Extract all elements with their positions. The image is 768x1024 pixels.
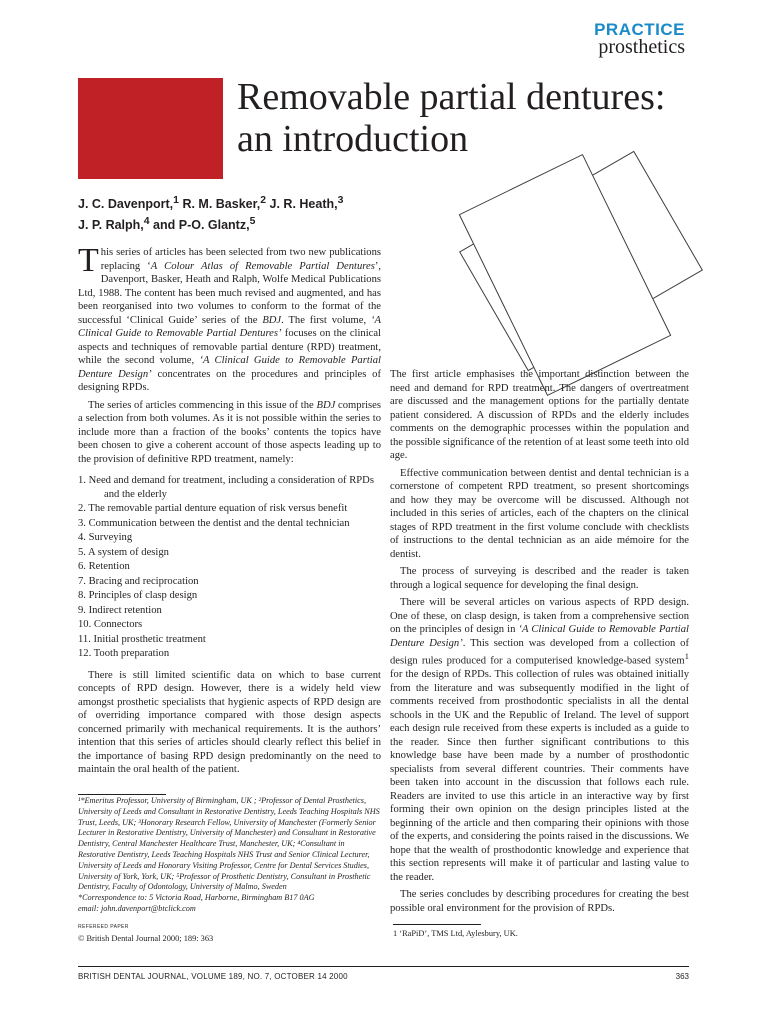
topic-list (78, 474, 381, 661)
list-item: 5. A system of design (78, 546, 169, 558)
author-affiliation-mark: 4 (143, 216, 150, 228)
text-run-italic: BDJ (316, 399, 336, 411)
body-paragraph: Effective communication between dentist and dental technician is a cornerstone of competent RPD treatment, so present shortcomings and how they may be overcome will be discussed. Although not included in this series of articles, each of the chapters on the clinical stages of RPD treatment in the first volume conclude with checklists of instructions to the dental technician as an aide mémoire for the dentist. (390, 467, 689, 560)
author-affiliation-mark: 1 (173, 195, 179, 206)
body-paragraph (390, 596, 689, 884)
list-item: 2. The removable partial denture equation of risk versus benefit (78, 503, 348, 514)
text-run: concentrates on the procedures and principles of designing RPDs. (78, 368, 381, 393)
list-item: 9. Indirect retention (78, 604, 162, 616)
affiliations-text: ¹*Emeritus Professor, University of Birmingham, UK ; ²Professor of Dental Prosthetics, University of Leeds and Consultant in Restorative Dentistry, Leeds Teaching Hospitals NHS Trust, Leeds, UK; ³Honorary Research Fellow, University of Manchester (Formerly Senior Lecturer in Restorative Dentistry, University of Manchester) and Consultant in Restorative Dentistry, Central Manchester Healthcare Trust, Manchester, UK; ⁴Consultant in Restorative Dentistry, Leeds Teaching Hospitals NHS Trust and Senior Clinical Lecturer, University of Leeds and Honorary Visiting Professor, Centre for Dental Services Studies, University of York, York, UK; ⁵Professor of Prosthetic Dentistry, Consultant in Prosthetic Dentistry, Faculty of Odontology, University of Malmo, Sweden (78, 796, 380, 892)
correspondence-email: email: john.davenport@btclick.com (78, 903, 196, 913)
red-decorative-block (78, 78, 223, 179)
author-name: and P-O. Glantz, (149, 218, 250, 233)
software-footnote: 1 ‘RaPiD’, TMS Ltd, Aylesbury, UK. (393, 929, 518, 938)
drop-cap: T (78, 242, 99, 279)
author-name: J. P. Ralph, (78, 218, 144, 233)
body-paragraph (78, 399, 381, 467)
list-item: 7. Bracing and reciprocation (78, 575, 199, 587)
text-run-italic: ‘A Clinical Guide to Removable Partial Dentures’ (78, 314, 382, 339)
author-affiliation-mark: 2 (260, 195, 267, 206)
text-run: . This section was developed from a collection of design rules produced for a computerised knowledge-based system (390, 637, 689, 667)
left-column (78, 242, 382, 781)
right-column (390, 368, 689, 919)
copyright-line: © British Dental Journal 2000; 189: 363 (78, 934, 214, 943)
footnote-mark: 1 (684, 651, 689, 661)
author-affiliation-mark: 5 (249, 216, 256, 228)
text-run-italic: ‘A Clinical Guide to Removable Partial Denture Design’ (78, 355, 381, 380)
page-number: 363 (675, 972, 689, 981)
body-paragraph: There is still limited scientific data on which to base current concepts of RPD design. However, there is a widely held view amongst prosthetic specialists that hygienic aspects of RPD design are of overriding importance compared with those design aspects concerned primarily with mechanical requirements. It is the authors’ intention that this series of articles should clearly reflect this belief in the importance of basing RPD design predominantly on the need to maintain the oral health of the patient. (78, 669, 381, 775)
list-item: 1. Need and demand for treatment, including a consideration of RPDs and the elderly (78, 475, 374, 500)
text-run: focuses on the clinical aspects and techniques of removable partial denture (RPD) treatment, while the second volume, (78, 328, 382, 366)
author-name: R. M. Basker, (178, 197, 261, 212)
body-paragraph: The first article emphasises the important distinction between the need and demand for RPD treatment. The dangers of overtreatment are discussed and the management options for the partially dentate patient considered. A discussion of RPDs and the elderly includes comments on the demographic processes within the population and the possible significance of the retention of at least some teeth into old age. (390, 369, 689, 461)
body-paragraph: The process of surveying is described and the reader is taken through a logical sequence for developing the final design. (390, 566, 689, 591)
text-run: There will be several articles on various aspects of RPD design. One of these, on clasp design, is taken from a comprehensive section on the principles of design in (390, 597, 689, 635)
list-item: 3. Communication between the dentist and the dental technician (78, 517, 350, 529)
footnote-rule (78, 794, 166, 795)
section-kicker: PRACTICE (594, 20, 685, 39)
refereed-label: REFEREED PAPER (78, 924, 129, 930)
list-item: 8. Principles of clasp design (78, 590, 198, 601)
body-paragraph: The series concludes by describing procedures for creating the best possible oral environment for the provision of RPDs. (390, 889, 689, 914)
affiliation-footnotes (78, 796, 381, 915)
text-run: The series of articles commencing in this issue of the (88, 399, 317, 411)
text-run: his series of articles has been selected from two new publications replacing ‘ (100, 247, 381, 272)
author-affiliation-mark: 3 (337, 195, 344, 206)
author-list (78, 192, 408, 234)
list-item: 10. Connectors (78, 619, 143, 630)
footnote-rule (393, 924, 481, 925)
text-run-italic: ‘A Clinical Guide to Removable Partial Denture Design’ (390, 624, 689, 649)
footer-journal-citation: BRITISH DENTAL JOURNAL, VOLUME 189, NO. 7, OCTOBER 14 2000 (78, 972, 348, 981)
list-item: 6. Retention (78, 561, 130, 572)
text-run: ’, Davenport, Basker, Heath and Ralph, Wolfe Medical Publications Ltd, 1988. The content has been much revised and augmented, and has been reorganised into two volumes to conform to the format of the successful ‘Clinical Guide’ series of the (78, 260, 382, 326)
list-item: 4. Surveying (78, 532, 133, 543)
text-run: comprises a selection from both volumes. As it is not possible within the series to include more than a fraction of the books’ contents the topics have been chosen to give a coherent account of those aspects leading up to the provision of definitive RPD treatment, namely: (78, 399, 381, 465)
text-run-italic: BDJ (262, 314, 282, 326)
author-name: J. C. Davenport, (78, 197, 174, 212)
correspondence-address: *Correspondence to: 5 Victoria Road, Harborne, Birmingham B17 0AG (78, 893, 315, 903)
text-run: . The first volume, (281, 314, 372, 326)
section-label: prosthetics (598, 36, 685, 58)
list-item: 11. Initial prosthetic treatment (78, 633, 206, 645)
footer-rule (78, 966, 689, 967)
intro-paragraph (78, 242, 382, 395)
text-run: for the design of RPDs. This collection of rules was obtained initially from the literature and was subsequently modified in the light of comments received from prosthodontic specialists in all the dental schools in the UK and the Republic of Ireland. The level of support each design rule received from these experts is included as a guide to the reader. Since then further significant contributions to this knowledge base have been made by a number of prosthodontic specialists from several different countries. Their comments have been taken into account in the discussion that follows each rule. Readers are invited to use this article in an interactive way by first forming their own opinion on the design principles listed at the beginning of the article and then comparing their opinions with those of the experts, and considering the points raised in the discussions. We hope that the wealth of prosthodontic knowledge and experience that this section represents will make it of particular and lasting value to the reader. (390, 669, 689, 883)
author-name: J. R. Heath, (266, 197, 338, 212)
text-run-italic: A Colour Atlas of Removable Partial Dentures (150, 260, 375, 272)
list-item: 12. Tooth preparation (78, 648, 170, 659)
article-title: Removable partial dentures: an introduction (237, 76, 666, 160)
